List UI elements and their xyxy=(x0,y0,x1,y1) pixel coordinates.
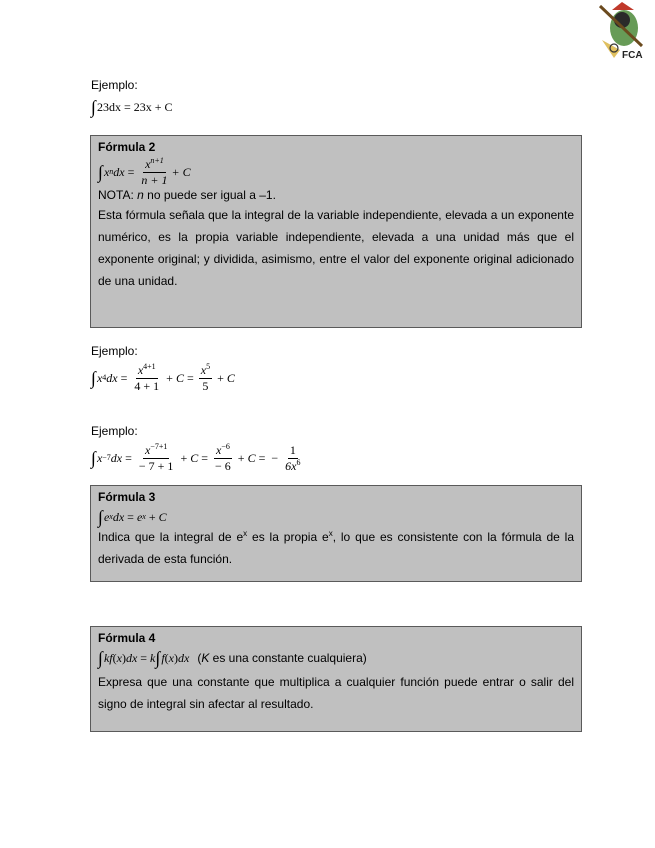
formula-2-title: Fórmula 2 xyxy=(98,140,156,154)
example-2-equation: ∫ x 4 dx = $\frac{x^{4+1}}{4 + 1}$ + C = $\frac{x^5}{5}$ + C xyxy=(91,362,235,393)
formula-4-description: Expresa que una constante que multiplica a cualquier función puede entrar o salir del signo de integral sin afectar al resultado. xyxy=(98,675,574,711)
formula-4-title: Fórmula 4 xyxy=(98,631,156,645)
example-1-equation: ∫ 23dx = 23x + C xyxy=(91,97,173,117)
formula-3-description: Indica que la integral de $e^x$ es la propia $e^x$, lo que es consistente con la fórmula de la derivada de esta función. xyxy=(98,529,575,566)
formula-2-note: NOTA: n no puede ser igual a –1. xyxy=(98,188,276,203)
fca-mascot-logo xyxy=(592,0,652,62)
formula-3-title: Fórmula 3 xyxy=(98,490,156,504)
formula-4-equation: ∫ kf ( x ) dx = k ∫ f ( x ) dx (K es una constante cualquiera) xyxy=(98,648,367,668)
example-2-label: Ejemplo: xyxy=(91,344,138,358)
formula-2-description: Esta fórmula señala que la integral de la variable independiente, elevada a un exponente numérico, es la propia variable independiente, elevada a una unidad más que el exponente original; y dividida, asimismo, entre el valor del exponente original adicionado de una unidad. xyxy=(98,208,574,289)
formula-3-equation: ∫ e x dx = e x + C xyxy=(98,507,167,527)
svg-text:FCA: FCA xyxy=(622,50,643,61)
formula-2-box xyxy=(90,135,582,328)
example-3-label: Ejemplo: xyxy=(91,424,138,438)
formula-3-box xyxy=(90,485,582,582)
example-1-label: Ejemplo: xyxy=(91,78,138,92)
formula-2-equation: ∫ x n dx = $\frac{x^{n+1}}{n + 1}$ + C xyxy=(98,156,191,187)
example-3-equation: ∫ x −7 dx = $\frac{x^{-7+1}}{- 7 + 1}$ + C = $\frac{x^{-6}}{- 6}$ + C = − $\frac{1}{6x^6}$ xyxy=(91,442,301,473)
formula-4-box xyxy=(90,626,582,732)
